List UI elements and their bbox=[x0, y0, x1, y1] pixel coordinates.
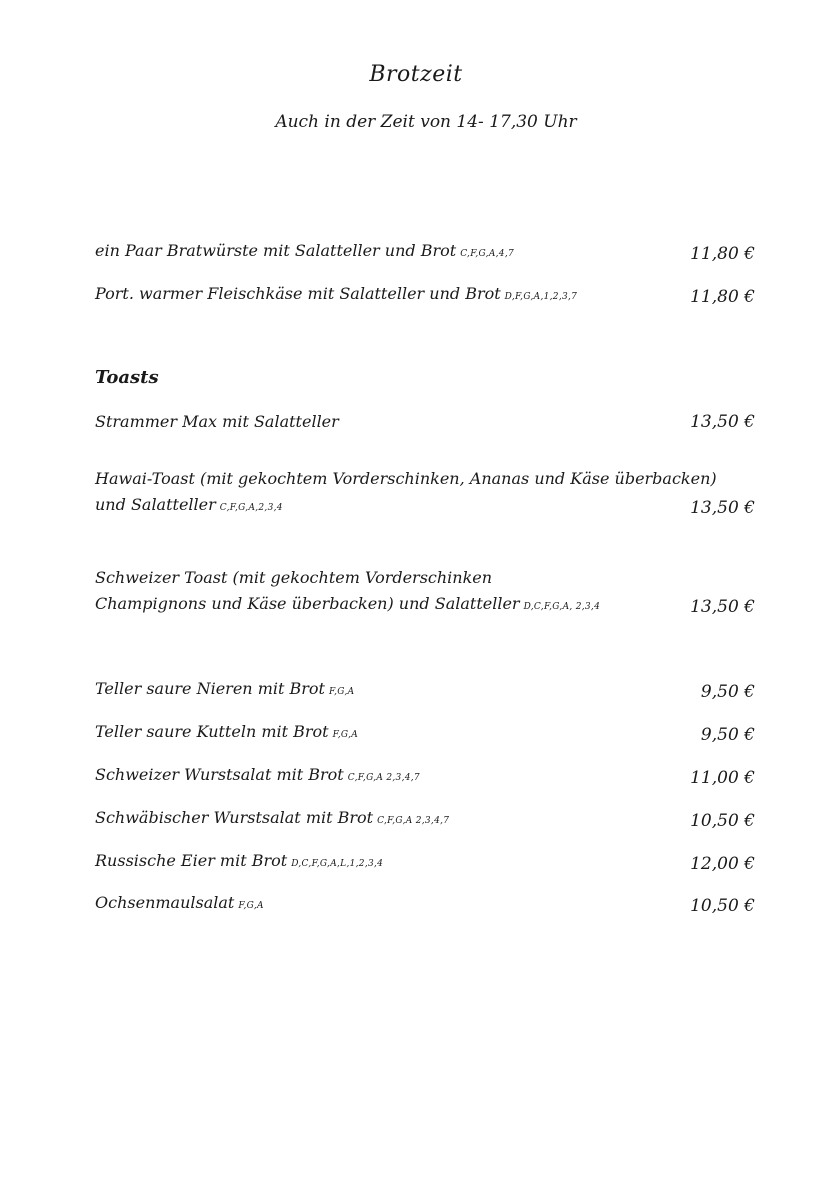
page-subtitle: Auch in der Zeit von 14- 17,30 Uhr bbox=[275, 112, 577, 132]
allergen-codes: D,C,F,G,A,L,1,2,3,4 bbox=[291, 859, 384, 869]
item-price: 10,50 € bbox=[690, 811, 755, 831]
item-price: 13,50 € bbox=[690, 597, 755, 617]
menu-item-schweizer-wurstsalat bbox=[95, 762, 755, 791]
item-price: 9,50 € bbox=[700, 682, 755, 702]
item-price: 12,00 € bbox=[690, 854, 755, 874]
item-line: Port. warmer Fleischkäse mit Salatteller und Brot D,F,G,A,1,2,3,7 bbox=[95, 284, 578, 303]
section-heading-toasts: Toasts bbox=[95, 367, 159, 388]
menu-item-russische-eier bbox=[95, 848, 755, 877]
item-line: Hawai-Toast (mit gekochtem Vorderschinken, Ananas und Käse überbacken) bbox=[95, 469, 717, 488]
item-price: 11,80 € bbox=[690, 244, 755, 264]
allergen-codes: F,G,A bbox=[332, 730, 359, 740]
item-line: Strammer Max mit Salatteller bbox=[95, 412, 339, 431]
menu-item-schwaebischer-wurstsalat bbox=[95, 805, 755, 834]
menu-item-saure-nieren bbox=[95, 676, 755, 705]
item-price: 9,50 € bbox=[700, 725, 755, 745]
item-line: Schwäbischer Wurstsalat mit Brot C,F,G,A 2,3,4,7 bbox=[95, 808, 450, 827]
page-title: Brotzeit bbox=[369, 62, 463, 87]
menu-item-saure-kutteln bbox=[95, 719, 755, 748]
item-price: 11,00 € bbox=[690, 768, 755, 788]
item-line: ein Paar Bratwürste mit Salatteller und Brot C,F,G,A,4,7 bbox=[95, 241, 515, 260]
menu-item-schweizer-toast bbox=[95, 565, 755, 620]
item-price: 13,50 € bbox=[690, 412, 755, 432]
allergen-codes: D,F,G,A,1,2,3,7 bbox=[504, 292, 578, 302]
allergen-codes: F,G,A bbox=[238, 901, 264, 911]
allergen-codes: C,F,G,A 2,3,4,7 bbox=[377, 816, 450, 826]
menu-item-hawai-toast bbox=[95, 466, 755, 521]
item-line: Russische Eier mit Brot D,C,F,G,A,L,1,2,3,4 bbox=[95, 851, 384, 870]
item-line: Teller saure Nieren mit Brot F,G,A bbox=[95, 679, 355, 698]
item-line: Teller saure Kutteln mit Brot F,G,A bbox=[95, 722, 359, 741]
item-line: und Salatteller C,F,G,A,2,3,4 bbox=[95, 495, 283, 514]
item-line: Schweizer Toast (mit gekochtem Vorderschinken bbox=[95, 568, 493, 587]
allergen-codes: C,F,G,A 2,3,4,7 bbox=[347, 773, 420, 783]
item-price: 13,50 € bbox=[690, 498, 755, 518]
allergen-codes: D,C,F,G,A, 2,3,4 bbox=[523, 602, 601, 612]
allergen-codes: C,F,G,A,2,3,4 bbox=[219, 503, 283, 513]
item-line: Ochsenmaulsalat F,G,A bbox=[95, 893, 264, 912]
menu-item-bratwurst bbox=[95, 238, 755, 267]
menu-item-fleischkaese bbox=[95, 281, 755, 310]
allergen-codes: F,G,A bbox=[328, 687, 355, 697]
item-line: Champignons und Käse überbacken) und Salatteller D,C,F,G,A, 2,3,4 bbox=[95, 594, 601, 613]
item-price: 10,50 € bbox=[690, 896, 755, 916]
item-line: Schweizer Wurstsalat mit Brot C,F,G,A 2,3,4,7 bbox=[95, 765, 420, 784]
menu-item-ochsenmaulsalat bbox=[95, 890, 755, 919]
menu-item-strammer-max bbox=[95, 409, 755, 435]
allergen-codes: C,F,G,A,4,7 bbox=[460, 249, 515, 259]
item-price: 11,80 € bbox=[690, 287, 755, 307]
